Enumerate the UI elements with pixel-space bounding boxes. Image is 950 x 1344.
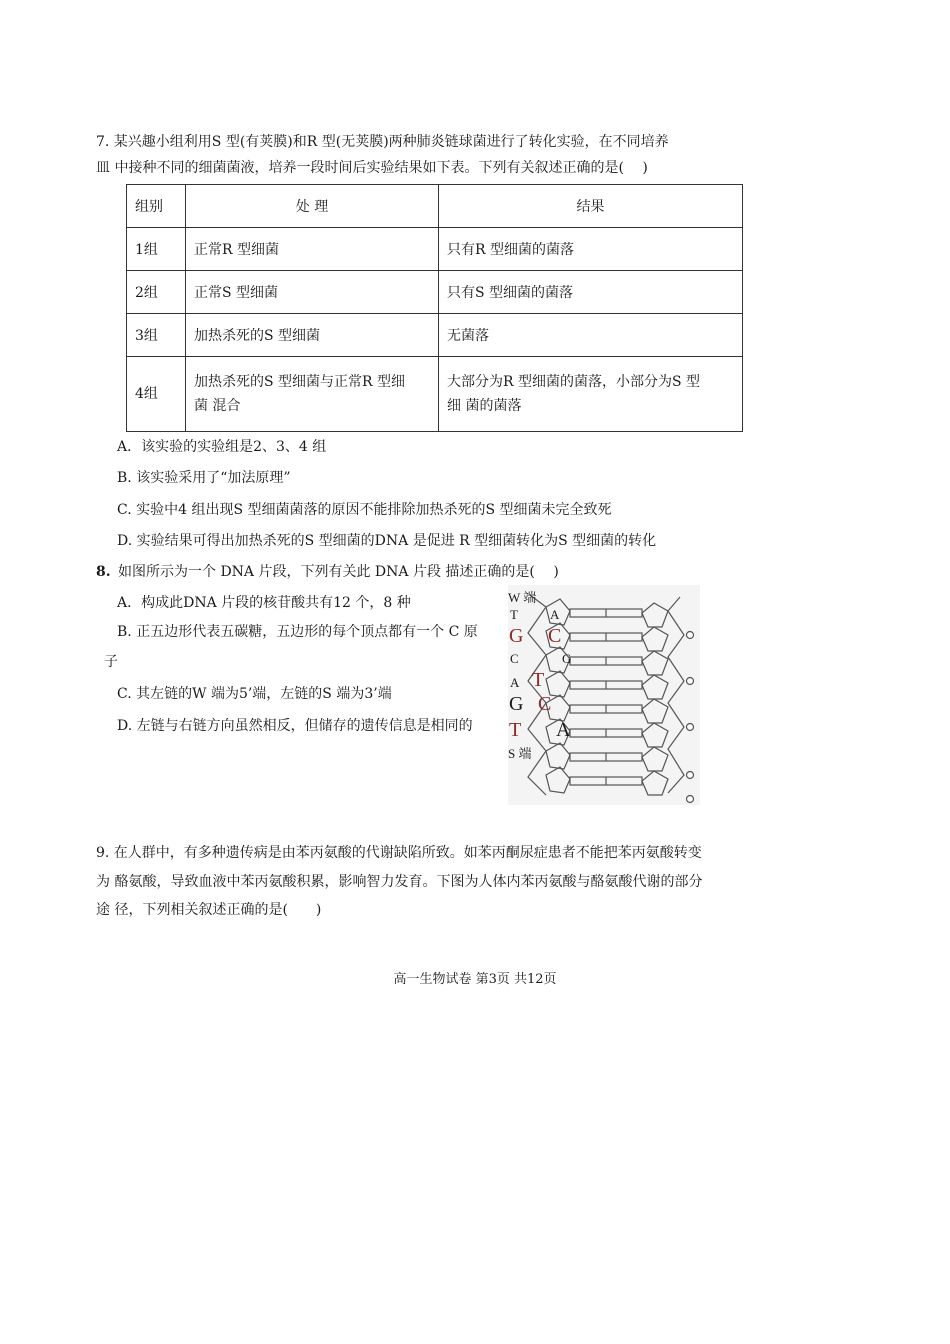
cell-treatment: 加热杀死的S 型细菌: [186, 314, 439, 357]
cell-treatment-line2: 菌 混合: [194, 398, 241, 414]
left-base-label: A: [510, 675, 520, 690]
q8-number: 8.: [96, 564, 111, 580]
q7-option-d: D. 实验结果可得出加热杀死的S 型细菌的DNA 是促进 R 型细菌转化为S 型细菌的转化: [117, 533, 657, 549]
q8-option-c: C. 其左链的W 端为5’端，左链的S 端为3’端: [117, 686, 392, 702]
left-base-label: T: [509, 719, 522, 741]
cell-group: 4组: [127, 357, 186, 432]
cell-result: 只有S 型细菌的菌落: [439, 271, 743, 314]
left-base-label: T: [510, 607, 518, 622]
q8-option-b-line2: 子: [104, 654, 118, 670]
cell-treatment: [186, 357, 439, 432]
right-base-label: C: [548, 625, 562, 647]
cell-result: 无菌落: [439, 314, 743, 357]
header-group: 组别: [127, 185, 186, 228]
right-base-label: C: [538, 693, 552, 715]
q7-option-a: A．该实验的实验组是2、3、4 组: [117, 439, 327, 455]
dna-fragment-figure: [508, 585, 700, 805]
cell-group: 2组: [127, 271, 186, 314]
right-base-label: A: [550, 607, 560, 622]
q7-option-b: B. 该实验采用了“加法原理”: [117, 470, 291, 486]
cell-treatment: 正常R 型细菌: [186, 228, 439, 271]
table-row: [127, 271, 743, 314]
dna-ladder-drawing: [508, 585, 700, 805]
cell-treatment: 正常S 型细菌: [186, 271, 439, 314]
left-base-label: G: [509, 693, 524, 715]
q8-option-d: D. 左链与右链方向虽然相反，但储存的遗传信息是相同的: [117, 718, 473, 734]
header-result: 结果: [439, 185, 743, 228]
cell-result: 只有R 型细菌的菌落: [439, 228, 743, 271]
table-row: [127, 314, 743, 357]
left-base-label: G: [509, 625, 524, 647]
q8-option-b-line1: B. 正五边形代表五碳糖，五边形的每个顶点都有一个 C 原: [117, 624, 478, 640]
q8-option-a: A．构成此DNA 片段的核苷酸共有12 个，8 种: [117, 595, 411, 611]
q9-stem-line2: 为 酪氨酸，导致血液中苯丙氨酸积累，影响智力发育。下图为人体内苯丙氨酸与酪氨酸代谢的部分: [96, 874, 703, 890]
right-base-label: A: [556, 719, 571, 741]
table-header-row: [127, 185, 743, 228]
cell-group: 3组: [127, 314, 186, 357]
cell-group: 1组: [127, 228, 186, 271]
q7-stem-line1: 7. 某兴趣小组利用S 型(有荚膜)和R 型(无荚膜)两种肺炎链球菌进行了转化实验，在不同培养: [96, 134, 669, 150]
page-footer: 高一生物试卷 第3页 共12页: [393, 972, 557, 987]
q9-stem-line1: 9. 在人群中，有多种遗传病是由苯丙氨酸的代谢缺陷所致。如苯丙酮尿症患者不能把苯丙氨酸转变: [96, 845, 702, 861]
q9-stem-line3: 途 径，下列相关叙述正确的是( ): [96, 902, 322, 918]
right-base-label: G: [562, 651, 572, 666]
q7-stem-line2: 皿 中接种不同的细菌菌液，培养一段时间后实验结果如下表。下列有关叙述正确的是( ): [96, 160, 648, 176]
cell-result-line1: 大部分为R 型细菌的菌落，小部分为S 型: [447, 374, 701, 390]
s-end-label: S 端: [508, 746, 532, 761]
q7-option-c: C. 实验中4 组出现S 型细菌菌落的原因不能排除加热杀死的S 型细菌未完全致死: [117, 502, 612, 518]
q7-results-table: [126, 184, 743, 432]
table-row: [127, 228, 743, 271]
q8-stem: 如图所示为一个 DNA 片段，下列有关此 DNA 片段 描述正确的是( ): [118, 564, 559, 580]
right-base-label: T: [532, 669, 545, 691]
left-base-label: C: [510, 651, 519, 666]
header-treatment: 处 理: [186, 185, 439, 228]
table-row: [127, 357, 743, 432]
cell-treatment-line1: 加热杀死的S 型细菌与正常R 型细: [194, 374, 406, 390]
w-end-label: W 端: [508, 590, 537, 605]
cell-result-line2: 细 菌的菌落: [447, 398, 522, 414]
cell-result: [439, 357, 743, 432]
